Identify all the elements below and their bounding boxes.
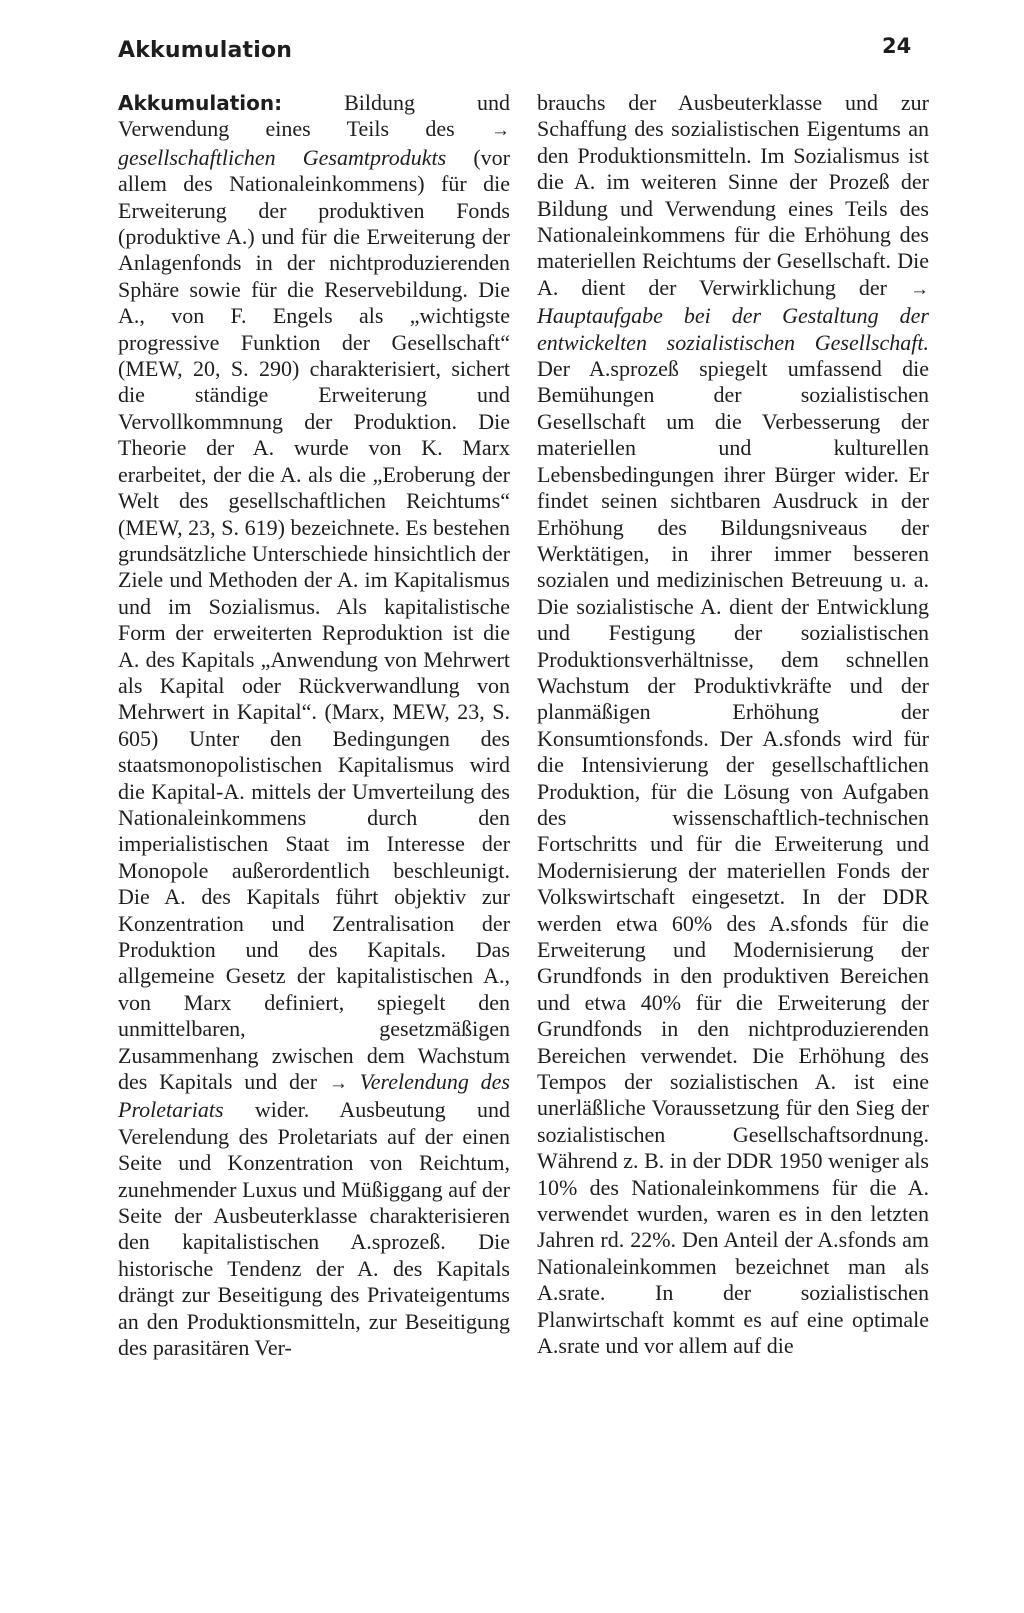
cross-reference-arrow-icon: → xyxy=(491,120,510,142)
running-head: Akkumulation xyxy=(118,38,293,63)
cross-reference-link[interactable]: Verelendung des Proletariats xyxy=(118,1069,510,1123)
text-column-right xyxy=(537,90,929,1360)
cross-reference-arrow-icon: → xyxy=(910,278,929,300)
cross-reference-arrow-icon: → xyxy=(328,1073,348,1095)
entry-text-segment: Der A.sprozeß spiegelt umfassend die Bemühungen der sozialistischen Gesellschaft um die Verbesserung der materiellen und kulturellen Lebensbedingungen ihrer Bürger wider. Er findet seinen sichtbaren Ausdruck in der Erhöhung des Bildungsniveaus der Werktätigen, in ihrer immer besseren sozialen und medizinischen Betreuung u. a. Die sozialistische A. dient der Entwicklung und Festigung der sozialistischen Produktionsverhältnisse, dem schnellen Wachstum der Produktivkräfte und der planmäßigen Erhöhung der Konsumtionsfonds. Der A.sfonds wird für die Intensivierung der gesellschaftlichen Produktion, für die Lösung von Aufgaben des wissenschaftlich-technischen Fortschritts und für die Erweiterung und Modernisierung der materiellen Fonds der Volkswirtschaft eingesetzt. In der DDR werden etwa 60% des A.sfonds für die Erweiterung und Modernisierung der Grundfonds in den produktiven Bereichen und etwa 40% für die Erweiterung der Grundfonds in den nichtproduzierenden Bereichen verwendet. Die Erhöhung des Tempos der sozialistischen A. ist eine unerläßliche Voraussetzung für den Sieg der sozialistischen Gesellschaftsordnung. Während z. B. in der DDR 1950 weniger als 10% des Nationaleinkommens für die A. verwendet wurden, waren es in den letzten Jahren rd. 22%. Den Anteil der A.sfonds am Nationaleinkommen bezeichnet man als A.srate. In der sozialistischen Planwirtschaft kommt es auf eine optimale A.srate und vor allem auf die xyxy=(537,356,929,1359)
page-number: 24 xyxy=(882,34,912,58)
cross-reference-link[interactable]: gesellschaftlichen Gesamtprodukts xyxy=(118,144,447,170)
text-column-left xyxy=(118,90,510,1362)
entry-paragraph-part-2 xyxy=(537,90,929,1360)
entry-text-segment: Bildung und Verwendung eines Teils des xyxy=(118,90,510,142)
entry-text-segment: (vor allem des Nationaleinkommens) für die Erweiterung der produktiven Fonds (produktive A.) und für die Erweiterung der Anlagenfonds in der nichtproduzierenden Sphäre sowie für die Reservebildung. Die A., von F. Engels als „wichtigste progressive Funktion der Gesellschaft“ (MEW, 20, S. 290) charakterisiert, sichert die ständige Erweiterung und Vervollkommnung der Produktion. Die Theorie der A. wurde von K. Marx erarbeitet, der die A. als die „Eroberung der Welt des gesellschaftlichen Reichtums“ (MEW, 23, S. 619) bezeichnete. Es bestehen grundsätzliche Unterschiede hinsichtlich der Ziele und Methoden der A. im Kapitalismus und im Sozialismus. Als kapitalistische Form der erweiterten Reproduktion ist die A. des Kapitals „Anwendung von Mehrwert als Kapital oder Rückverwandlung von Mehrwert in Kapital“. (Marx, MEW, 23, S. 605) Unter den Bedingungen des staatsmonopolistischen Kapitalismus wird die Kapital-A. mittels der Umverteilung des Nationaleinkommens durch den imperialistischen Staat im Interesse der Monopole außerordentlich beschleunigt. Die A. des Kapitals führt objektiv zur Konzentration und Zentralisation der Produktion und des Kapitals. Das allgemeine Gesetz der kapitalistischen A., von Marx definiert, spiegelt den unmittelbaren, gesetzmäßigen Zusammenhang zwischen dem Wachstum des Kapitals und der xyxy=(118,144,510,1095)
entry-text-segment: wider. Ausbeutung und Verelendung des Proletariats auf der einen Seite und Konzentration von Reichtum, zunehmender Luxus und Müßiggang auf der Seite der Ausbeuterklasse charakterisieren den kapitalistischen A.sprozeß. Die historische Tendenz der A. des Kapitals drängt zur Beseitigung des Privateigentums an den Produktionsmitteln, zur Beseitigung des parasitären Ver- xyxy=(118,1097,510,1361)
entry-text-segment: brauchs der Ausbeuterklasse und zur Schaffung des sozialistischen Eigentums an den Produktionsmitteln. Im Sozialismus ist die A. im weiteren Sinne der Prozeß der Bildung und Verwendung eines Teils des Nationaleinkommens für die Erhöhung des materiellen Reichtums der Gesellschaft. Die A. dient der Verwirklichung der xyxy=(537,90,929,300)
cross-reference-link[interactable]: Hauptaufgabe bei der Gestaltung der entwickelten sozialistischen Gesellschaft. xyxy=(537,303,929,355)
entry-paragraph-part-1 xyxy=(118,90,510,1362)
entry-headword: Akkumulation: xyxy=(118,91,283,115)
